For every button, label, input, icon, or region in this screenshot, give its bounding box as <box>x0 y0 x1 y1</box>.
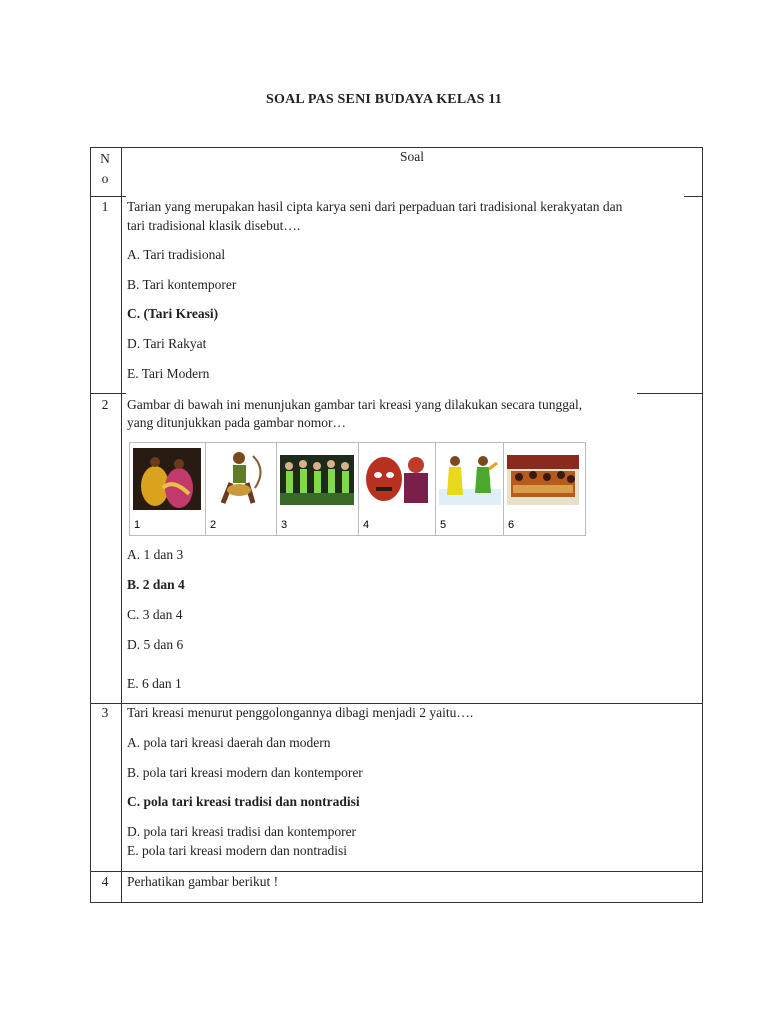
column-divider <box>121 147 122 903</box>
image-number: 2 <box>210 519 217 531</box>
dance-image-5 <box>436 443 504 535</box>
row-divider <box>637 393 703 394</box>
image-number: 5 <box>440 519 447 531</box>
question-table <box>90 147 703 903</box>
option-b-answer: B. 2 dan 4 <box>127 577 185 592</box>
question-text: Tarian yang merupakan hasil cipta karya seni dari perpaduan tari tradisional kerakyatan dan <box>127 199 623 214</box>
masked-dancer-icon <box>362 453 432 505</box>
dance-image-3 <box>277 443 359 535</box>
option-b: B. Tari kontemporer <box>127 277 237 292</box>
row-number: 2 <box>101 397 109 412</box>
option-a: A. Tari tradisional <box>127 247 226 262</box>
question-text: yang ditunjukkan pada gambar nomor… <box>127 415 346 430</box>
option-c: C. 3 dan 4 <box>127 607 183 622</box>
option-b: B. pola tari kreasi modern dan kontemporer <box>127 765 363 780</box>
row-number: 4 <box>101 874 109 889</box>
option-d: D. pola tari kreasi tradisi dan kontemporer <box>127 824 357 839</box>
dance-image-2 <box>206 443 277 535</box>
header-no <box>90 149 120 189</box>
archer-dancer-icon <box>209 448 273 510</box>
header-soal: Soal <box>399 149 424 164</box>
option-e: E. pola tari kreasi modern dan nontradisi <box>127 843 348 858</box>
option-e: E. 6 dan 1 <box>127 676 182 691</box>
option-a: A. pola tari kreasi daerah dan modern <box>127 735 331 750</box>
row-divider <box>684 196 703 197</box>
option-d: D. Tari Rakyat <box>127 336 207 351</box>
question-text: Perhatikan gambar berikut ! <box>127 874 279 889</box>
row-divider <box>90 871 703 872</box>
image-number: 3 <box>281 519 288 531</box>
table-border-bottom <box>90 902 703 903</box>
table-border-right <box>702 147 703 903</box>
table-border-top <box>90 147 703 148</box>
group-dancers-icon <box>280 455 354 505</box>
header-no-line: N <box>100 151 110 166</box>
row-number: 1 <box>101 199 109 214</box>
header-no-line: o <box>101 171 109 186</box>
question-text: Tari kreasi menurut penggolongannya dibagi menjadi 2 yaitu…. <box>127 705 474 720</box>
option-e: E. Tari Modern <box>127 366 210 381</box>
dance-image-1 <box>130 443 206 535</box>
image-number: 1 <box>134 519 141 531</box>
option-d: D. 5 dan 6 <box>127 637 184 652</box>
dance-image-6 <box>504 443 585 535</box>
two-dancers-icon <box>439 453 501 505</box>
row-divider <box>90 196 126 197</box>
image-number: 6 <box>508 519 515 531</box>
option-a: A. 1 dan 3 <box>127 547 184 562</box>
row-divider <box>90 393 126 394</box>
dancers-pair-icon <box>133 448 201 510</box>
dance-image-strip <box>129 442 586 536</box>
table-border-left <box>90 147 91 903</box>
dance-image-4 <box>359 443 436 535</box>
question-text: Gambar di bawah ini menunjukan gambar tari kreasi yang dilakukan secara tunggal, <box>127 397 583 412</box>
crowd-dance-icon <box>507 455 579 505</box>
option-c-answer: C. pola tari kreasi tradisi dan nontradisi <box>127 794 360 809</box>
row-number: 3 <box>101 705 109 720</box>
option-c-answer: C. (Tari Kreasi) <box>127 306 219 321</box>
document-title: SOAL PAS SENI BUDAYA KELAS 11 <box>266 92 502 107</box>
question-text: tari tradisional klasik disebut…. <box>127 218 301 233</box>
image-number: 4 <box>363 519 370 531</box>
row-divider <box>90 703 703 704</box>
